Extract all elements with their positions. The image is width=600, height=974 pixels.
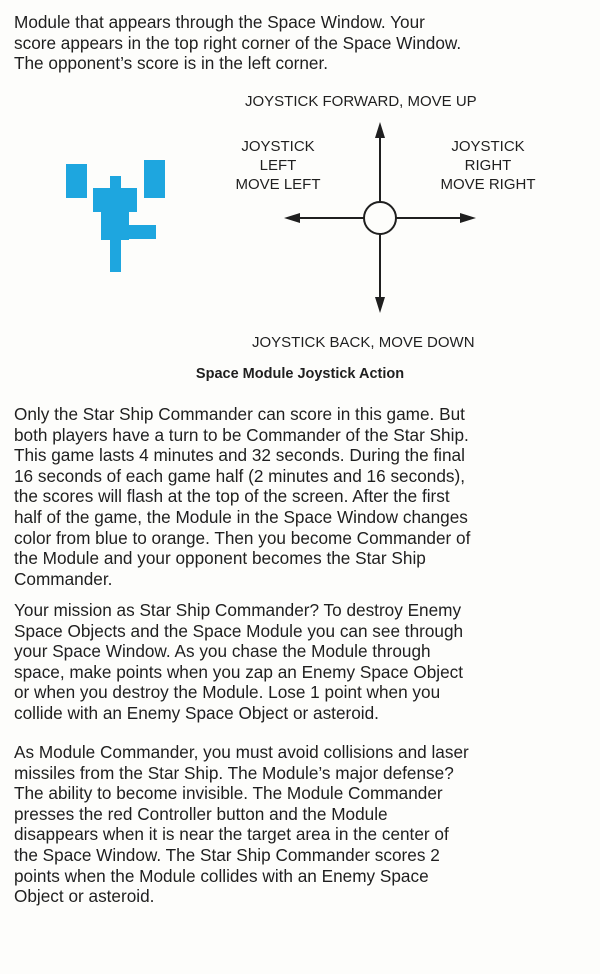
text-line: Commander. [14, 568, 113, 589]
space-module-icon [66, 160, 165, 272]
text-line: your Space Window. As you chase the Module through [14, 641, 431, 662]
text-line: Module that appears through the Space Window. Your [14, 12, 425, 32]
arrow-right-icon [460, 213, 476, 223]
label-back: JOYSTICK BACK, MOVE DOWN [252, 334, 475, 351]
text-line: points when the Module collides with an Enemy Space [14, 865, 429, 886]
body-paragraph-2 [14, 600, 594, 724]
body-paragraph-1 [14, 404, 594, 589]
text-line: collide with an Enemy Space Object or asteroid. [14, 702, 379, 723]
text-line: or when you destroy the Module. Lose 1 point when you [14, 682, 441, 703]
text-line: score appears in the top right corner of the Space Window. [14, 32, 462, 53]
text-line: color from blue to orange. Then you become Commander of [14, 527, 471, 548]
label-forward: JOYSTICK FORWARD, MOVE UP [245, 93, 477, 110]
body-paragraph-3 [14, 742, 594, 907]
diagram-caption: Space Module Joystick Action [195, 366, 405, 382]
label-left-line: MOVE LEFT [235, 176, 321, 193]
arrow-down-icon [375, 297, 385, 313]
text-line: 16 seconds of each game half (2 minutes and 16 seconds), [14, 465, 465, 486]
text-line: the Space Window. The Star Ship Commander scores 2 [14, 844, 440, 865]
text-line: the Module and your opponent becomes the Star Ship [14, 548, 426, 569]
text-line: As Module Commander, you must avoid collisions and laser [14, 742, 469, 762]
label-left-line: LEFT [259, 157, 297, 174]
label-left-line: JOYSTICK [241, 138, 315, 155]
text-line: the scores will flash at the top of the screen. After the first [14, 486, 450, 507]
label-left [226, 137, 330, 194]
text-line: presses the red Controller button and the Module [14, 803, 388, 824]
text-line: Object or asteroid. [14, 886, 155, 907]
text-line: Your mission as Star Ship Commander? To destroy Enemy [14, 600, 462, 620]
label-right-line: JOYSTICK [451, 138, 525, 155]
text-line: missiles from the Star Ship. The Module’s major defense? [14, 762, 454, 783]
text-line: space, make points when you zap an Enemy Space Object [14, 661, 464, 682]
arrow-left-icon [284, 213, 300, 223]
text-line: The opponent’s score is in the left corner. [14, 53, 329, 74]
label-right-line: MOVE RIGHT [440, 176, 536, 193]
joystick-knob [364, 202, 396, 234]
label-right [430, 137, 546, 194]
text-line: Only the Star Ship Commander can score in this game. But [14, 404, 465, 424]
text-line: half of the game, the Module in the Space Window changes [14, 506, 468, 527]
arrow-up-icon [375, 122, 385, 138]
text-line: both players have a turn to be Commander of the Star Ship. [14, 424, 469, 445]
text-line: The ability to become invisible. The Module Commander [14, 783, 443, 804]
text-line: Space Objects and the Space Module you can see through [14, 620, 464, 641]
label-right-line: RIGHT [464, 157, 512, 174]
text-line: This game lasts 4 minutes and 32 seconds. During the final [14, 445, 465, 466]
text-line: disappears when it is near the target area in the center of [14, 824, 449, 845]
